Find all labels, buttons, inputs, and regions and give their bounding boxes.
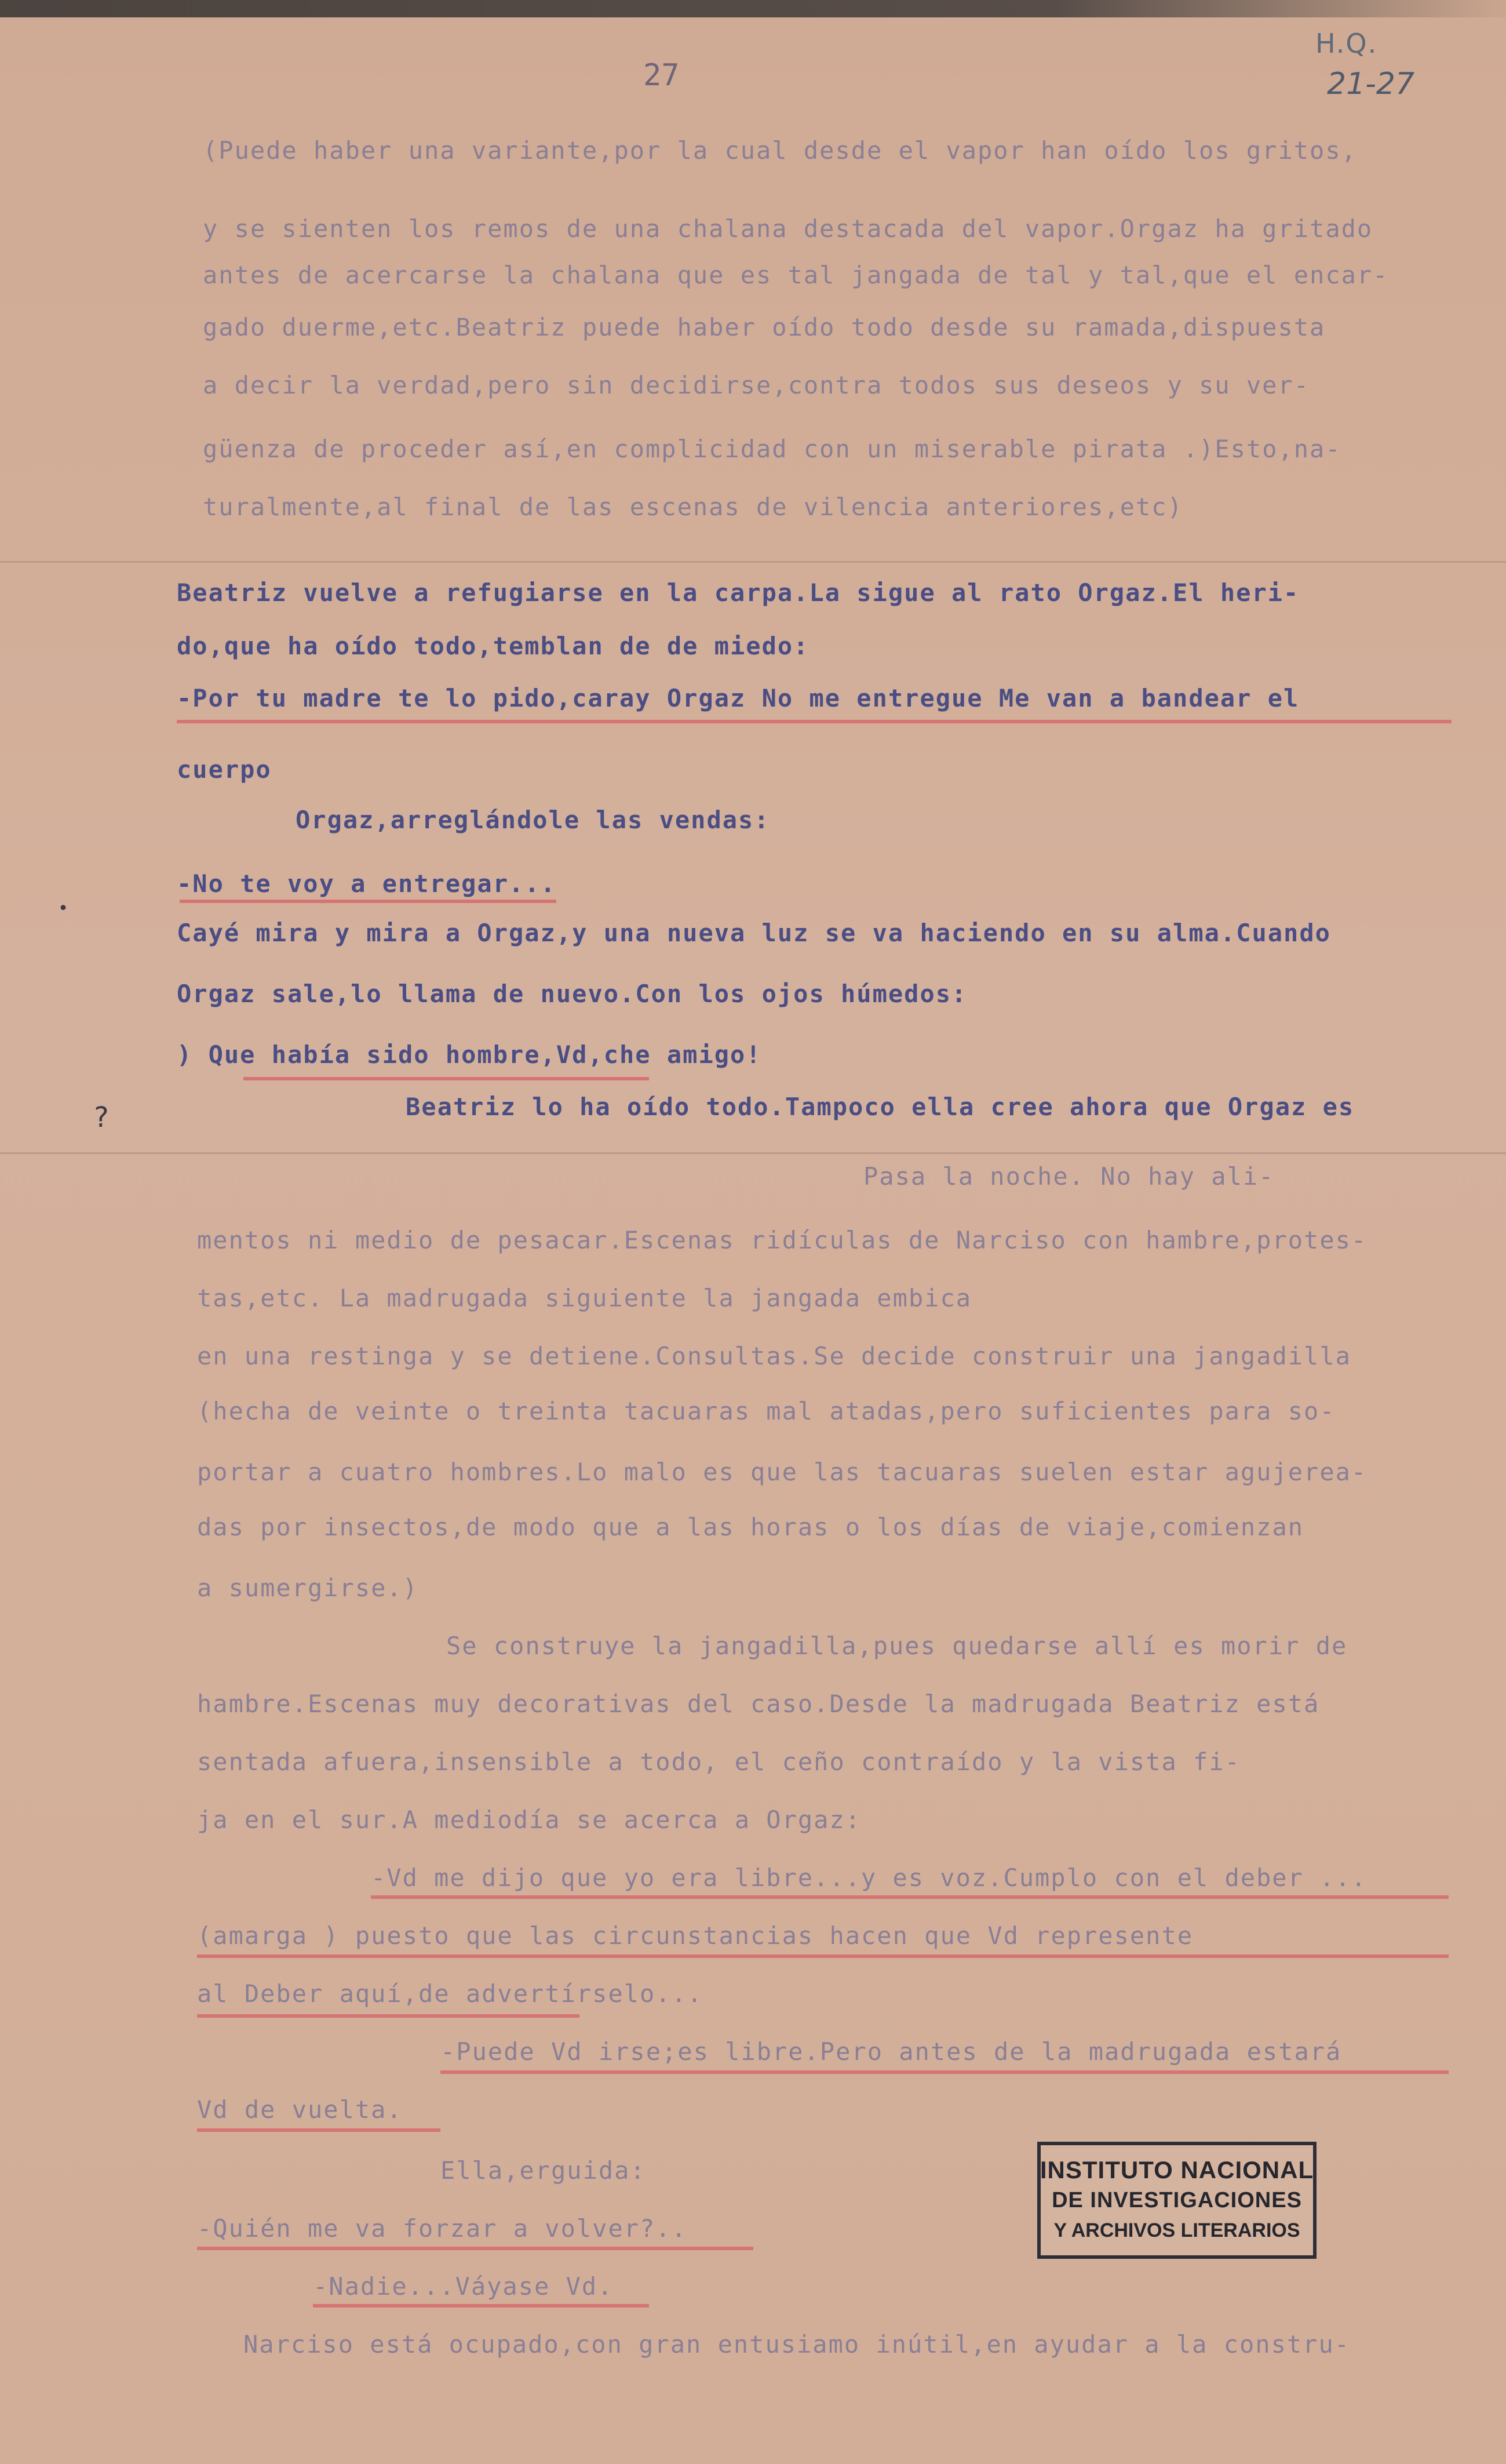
text-line: mentos ni medio de pesacar.Escenas ridículas de Narciso con hambre,protes- — [197, 1226, 1368, 1254]
pencil-underline — [243, 1077, 649, 1080]
pencil-underline — [440, 2070, 1449, 2074]
stamp-line: DE INVESTIGACIONES — [1052, 2188, 1302, 2212]
text-line: ) Que había sido hombre,Vd,che amigo! — [177, 1040, 762, 1069]
text-line: ja en el sur.A mediodía se acerca a Orgaz: — [197, 1806, 862, 1834]
text-line: Cayé mira y mira a Orgaz,y una nueva luz se va haciendo en su alma.Cuando — [177, 919, 1331, 947]
fold-line — [0, 1152, 1506, 1154]
text-line: Beatriz lo ha oído todo.Tampoco ella cree ahora que Orgaz es — [406, 1093, 1355, 1121]
text-line: Ella,erguida: — [440, 2156, 646, 2185]
pencil-underline — [197, 2014, 579, 2018]
scan-edge — [0, 0, 1506, 17]
pencil-underline — [313, 2304, 649, 2308]
text-line: portar a cuatro hombres.Lo malo es que las tacuaras suelen estar agujerea- — [197, 1458, 1368, 1486]
text-line: tas,etc. La madrugada siguiente la jangada embica — [197, 1284, 972, 1312]
text-line: -Vd me dijo que yo era libre...y es voz.Cumplo con el deber ... — [371, 1864, 1368, 1892]
text-line: a sumergirse.) — [197, 1574, 419, 1602]
text-line: sentada afuera,insensible a todo, el ceño contraído y la vista fi- — [197, 1748, 1241, 1776]
stamp-line: INSTITUTO NACIONAL — [1040, 2156, 1314, 2183]
text-line: güenza de proceder así,en complicidad con un miserable pirata .)Esto,na- — [203, 435, 1341, 463]
text-line: das por insectos,de modo que a las horas o los días de viaje,comienzan — [197, 1513, 1304, 1541]
text-line: en una restinga y se detiene.Consultas.Se decide construir una jangadilla — [197, 1342, 1351, 1370]
stamp-line: Y ARCHIVOS LITERARIOS — [1053, 2219, 1300, 2241]
text-line: -Por tu madre te lo pido,caray Orgaz No me entregue Me van a bandear el — [177, 684, 1300, 712]
text-line: -Quién me va forzar a volver?.. — [197, 2214, 687, 2243]
margin-mark: • — [58, 898, 69, 919]
page-number: 27 — [643, 58, 680, 93]
text-line: cuerpo — [177, 755, 272, 784]
text-line: do,que ha oído todo,temblan de de miedo: — [177, 632, 809, 660]
text-line: Orgaz,arreglándole las vendas: — [296, 806, 770, 834]
pencil-underline — [371, 1895, 1449, 1899]
text-line: Se construye la jangadilla,pues quedarse allí es morir de — [446, 1632, 1348, 1660]
archive-stamp — [1037, 2142, 1317, 2259]
margin-mark: ? — [93, 1101, 110, 1134]
text-line: a decir la verdad,pero sin decidirse,contra todos sus deseos y su ver- — [203, 371, 1310, 399]
pencil-underline — [180, 900, 556, 903]
text-line: Orgaz sale,lo llama de nuevo.Con los ojos húmedos: — [177, 980, 968, 1008]
archive-folio-label: H.Q. — [1315, 28, 1378, 59]
text-line: turalmente,al final de las escenas de vilencia anteriores,etc) — [203, 493, 1183, 521]
archive-folio-number: 21-27 — [1327, 67, 1415, 101]
text-line: Narciso está ocupado,con gran entusiamo inútil,en ayudar a la constru- — [243, 2330, 1351, 2359]
text-line: (hecha de veinte o treinta tacuaras mal atadas,pero suficientes para so- — [197, 1397, 1336, 1425]
text-line: -No te voy a entregar... — [177, 869, 556, 898]
text-line: -Nadie...Váyase Vd. — [313, 2272, 614, 2301]
text-line: hambre.Escenas muy decorativas del caso.Desde la madrugada Beatriz está — [197, 1690, 1320, 1718]
text-line: gado duerme,etc.Beatriz puede haber oído todo desde su ramada,dispuesta — [203, 313, 1326, 341]
pencil-underline — [197, 2247, 753, 2250]
pencil-underline — [177, 720, 1452, 723]
text-line: (Puede haber una variante,por la cual desde el vapor han oído los gritos, — [203, 136, 1357, 165]
text-line: (amarga ) puesto que las circunstancias hacen que Vd represente — [197, 1921, 1194, 1950]
pencil-underline — [197, 2128, 440, 2132]
pencil-underline — [197, 1955, 1449, 1958]
text-line: -Puede Vd irse;es libre.Pero antes de la madrugada estará — [440, 2037, 1342, 2066]
text-line: antes de acercarse la chalana que es tal jangada de tal y tal,que el encar- — [203, 261, 1389, 289]
text-line: Pasa la noche. No hay ali- — [863, 1162, 1275, 1191]
text-line: y se sienten los remos de una chalana destacada del vapor.Orgaz ha gritado — [203, 214, 1373, 243]
text-line: Vd de vuelta. — [197, 2095, 403, 2124]
fold-line — [0, 561, 1506, 563]
text-line: Beatriz vuelve a refugiarse en la carpa.La sigue al rato Orgaz.El heri- — [177, 578, 1300, 607]
text-line: al Deber aquí,de advertírselo... — [197, 1979, 703, 2008]
